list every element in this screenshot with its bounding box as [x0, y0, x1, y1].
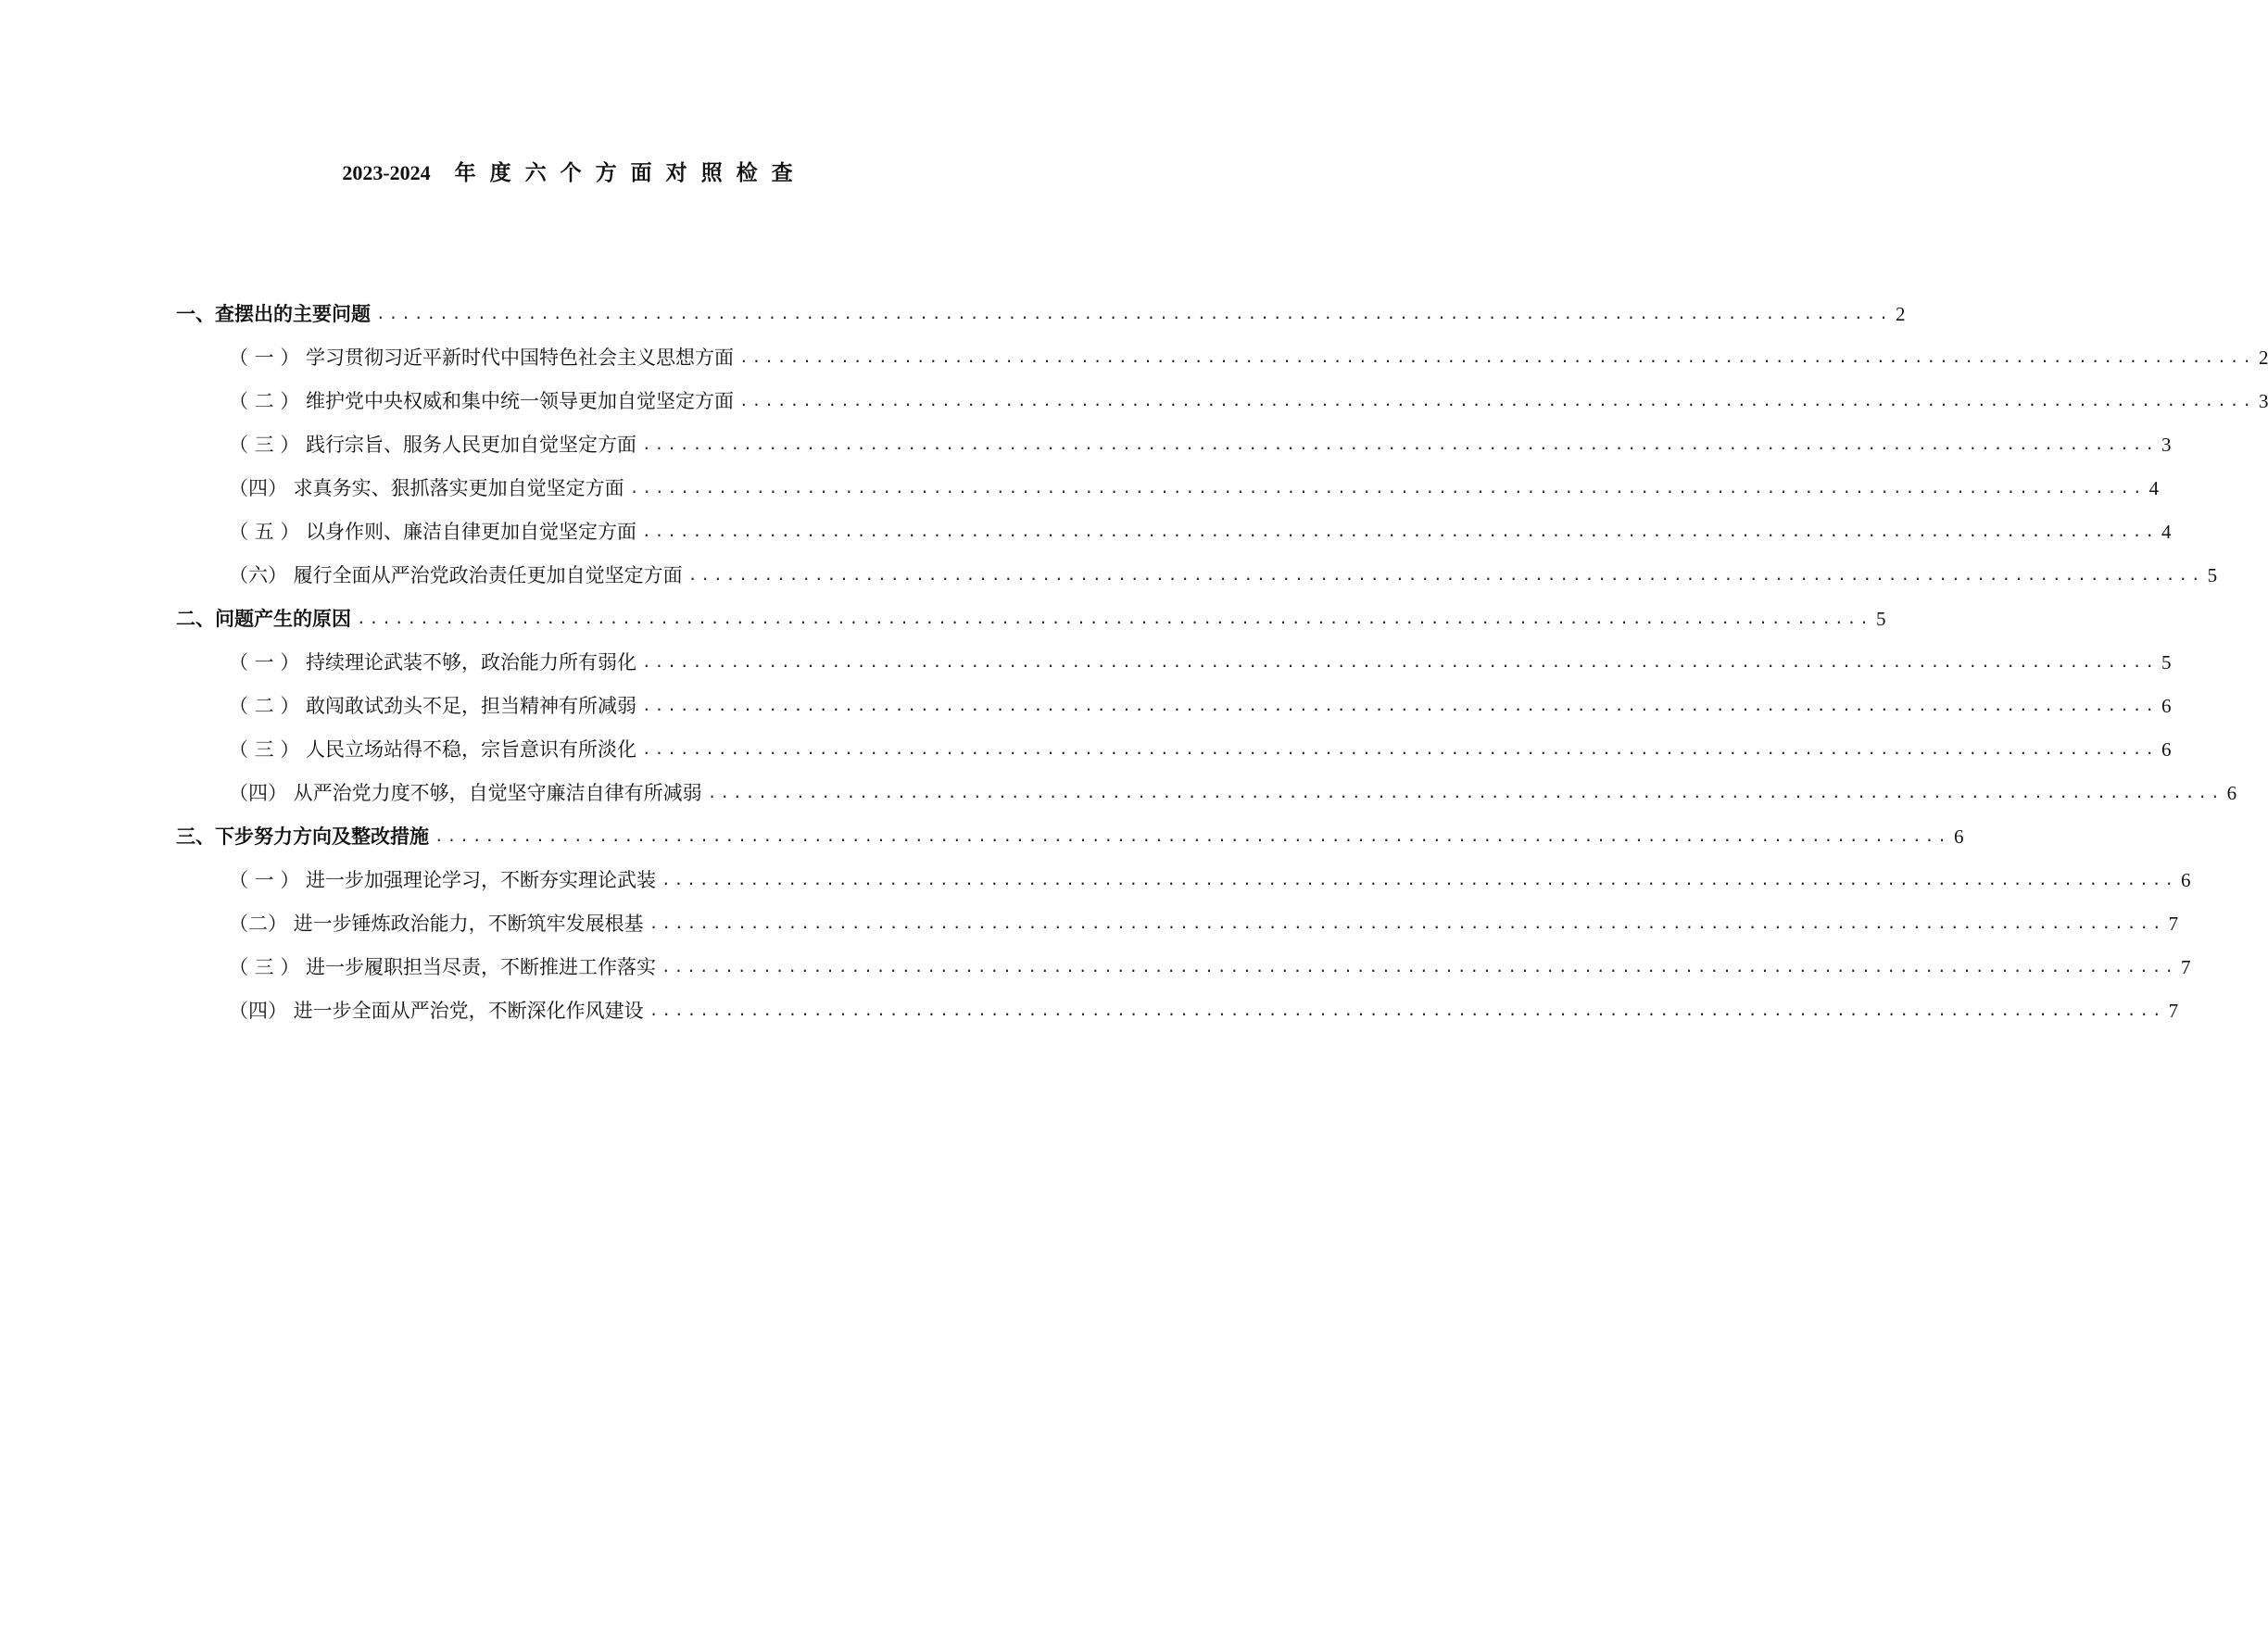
toc-entry-1-1[interactable]: [229, 342, 2268, 373]
toc-entry-label: （四） 从严治党力度不够，自觉坚守廉洁自律有所减弱: [229, 782, 702, 804]
toc-entry-label: （ 三 ） 进一步履职担当尽责，不断推进工作落实: [229, 956, 657, 978]
toc-page-number: 6: [1953, 825, 1964, 848]
toc-entry-section-2[interactable]: [176, 603, 1886, 635]
toc-page-number: 4: [2148, 477, 2160, 499]
toc-entry-section-1[interactable]: [176, 298, 1906, 330]
toc-entry-3-1[interactable]: [229, 864, 2191, 896]
toc-page-number: 5: [2161, 651, 2172, 674]
toc-entry-label: （四） 求真务实、狠抓落实更加自觉坚定方面: [229, 477, 624, 499]
dot-leader: ........................................................................................................................: [376, 305, 1892, 322]
toc-entry-label: （ 二 ） 维护党中央权威和集中统一领导更加自觉坚定方面: [229, 390, 735, 412]
toc-entry-1-4[interactable]: [229, 472, 2160, 504]
toc-entry-section-3[interactable]: [176, 821, 1964, 852]
toc-entry-1-2[interactable]: [229, 385, 2268, 417]
toc-page-number: 2: [2258, 346, 2268, 369]
toc-page-number: 5: [1875, 608, 1886, 630]
title-text: 年度六个方面对照检查: [454, 161, 807, 185]
toc-entry-2-4[interactable]: [229, 777, 2237, 809]
toc-entry-3-2[interactable]: [229, 908, 2179, 939]
toc-page-number: 7: [2180, 956, 2191, 978]
toc-entry-label: 一、查摆出的主要问题: [176, 303, 371, 325]
dot-leader: ........................................................................................................................: [357, 610, 1872, 627]
toc-page-number: 7: [2168, 1000, 2179, 1022]
toc-entry-label: （ 一 ） 持续理论武装不够，政治能力所有弱化: [229, 651, 637, 674]
toc-entry-3-4[interactable]: [229, 995, 2179, 1027]
toc-page-number: 5: [2207, 564, 2218, 586]
dot-leader: ........................................................................................................................: [662, 871, 2177, 888]
dot-leader: ........................................................................................................................: [642, 523, 2158, 540]
toc-entry-label: （二） 进一步锤炼政治能力，不断筑牢发展根基: [229, 913, 644, 935]
toc-entry-label: （ 一 ） 进一步加强理论学习，不断夯实理论武装: [229, 869, 657, 891]
toc-page-number: 6: [2161, 695, 2172, 717]
dot-leader: ........................................................................................................................: [642, 653, 2158, 671]
toc-entry-1-3[interactable]: [229, 429, 2172, 460]
toc-page-number: 2: [1895, 303, 1906, 325]
toc-entry-label: （ 一 ） 学习贯彻习近平新时代中国特色社会主义思想方面: [229, 346, 735, 369]
dot-leader: ........................................................................................................................: [642, 697, 2158, 714]
toc-entry-2-2[interactable]: [229, 690, 2172, 722]
dot-leader: ........................................................................................................................: [435, 827, 1950, 845]
toc-entry-label: （ 三 ） 践行宗旨、服务人民更加自觉坚定方面: [229, 434, 637, 456]
toc-page-number: 3: [2161, 434, 2172, 456]
dot-leader: ........................................................................................................................: [642, 435, 2158, 453]
toc-entry-3-3[interactable]: [229, 951, 2191, 983]
toc-entry-label: （ 二 ） 敢闯敢试劲头不足，担当精神有所减弱: [229, 695, 637, 717]
dot-leader: ........................................................................................................................: [662, 958, 2177, 976]
toc-page-number: 4: [2161, 521, 2172, 543]
dot-leader: ........................................................................................................................: [739, 348, 2255, 366]
dot-leader: ........................................................................................................................: [707, 784, 2224, 801]
toc-entry-label: （四） 进一步全面从严治党，不断深化作风建设: [229, 1000, 644, 1022]
toc-entry-label: （ 五 ） 以身作则、廉洁自律更加自觉坚定方面: [229, 521, 637, 543]
title-year: 2023-2024: [342, 161, 431, 184]
dot-leader: ........................................................................................................................: [649, 914, 2165, 932]
toc-entry-label: （六） 履行全面从严治党政治责任更加自觉坚定方面: [229, 564, 683, 586]
toc-page-number: 6: [2161, 738, 2172, 761]
toc-entry-1-6[interactable]: [229, 560, 2218, 591]
toc-entry-label: 二、问题产生的原因: [176, 608, 351, 630]
toc-page-number: 7: [2168, 913, 2179, 935]
toc-entry-label: 三、下步努力方向及整改措施: [176, 825, 429, 848]
toc-entry-2-3[interactable]: [229, 734, 2172, 765]
dot-leader: ........................................................................................................................: [642, 740, 2158, 758]
dot-leader: ........................................................................................................................: [629, 479, 2146, 497]
toc-entry-1-5[interactable]: [229, 516, 2172, 548]
toc-entry-label: （ 三 ） 人民立场站得不稳，宗旨意识有所淡化: [229, 738, 637, 761]
toc-page-number: 6: [2226, 782, 2237, 804]
toc-page-number: 6: [2180, 869, 2191, 891]
toc-page-number: 3: [2258, 390, 2268, 412]
dot-leader: ........................................................................................................................: [649, 1001, 2165, 1019]
dot-leader: ........................................................................................................................: [739, 392, 2255, 409]
toc-entry-2-1[interactable]: [229, 647, 2172, 678]
dot-leader: ........................................................................................................................: [687, 566, 2204, 584]
